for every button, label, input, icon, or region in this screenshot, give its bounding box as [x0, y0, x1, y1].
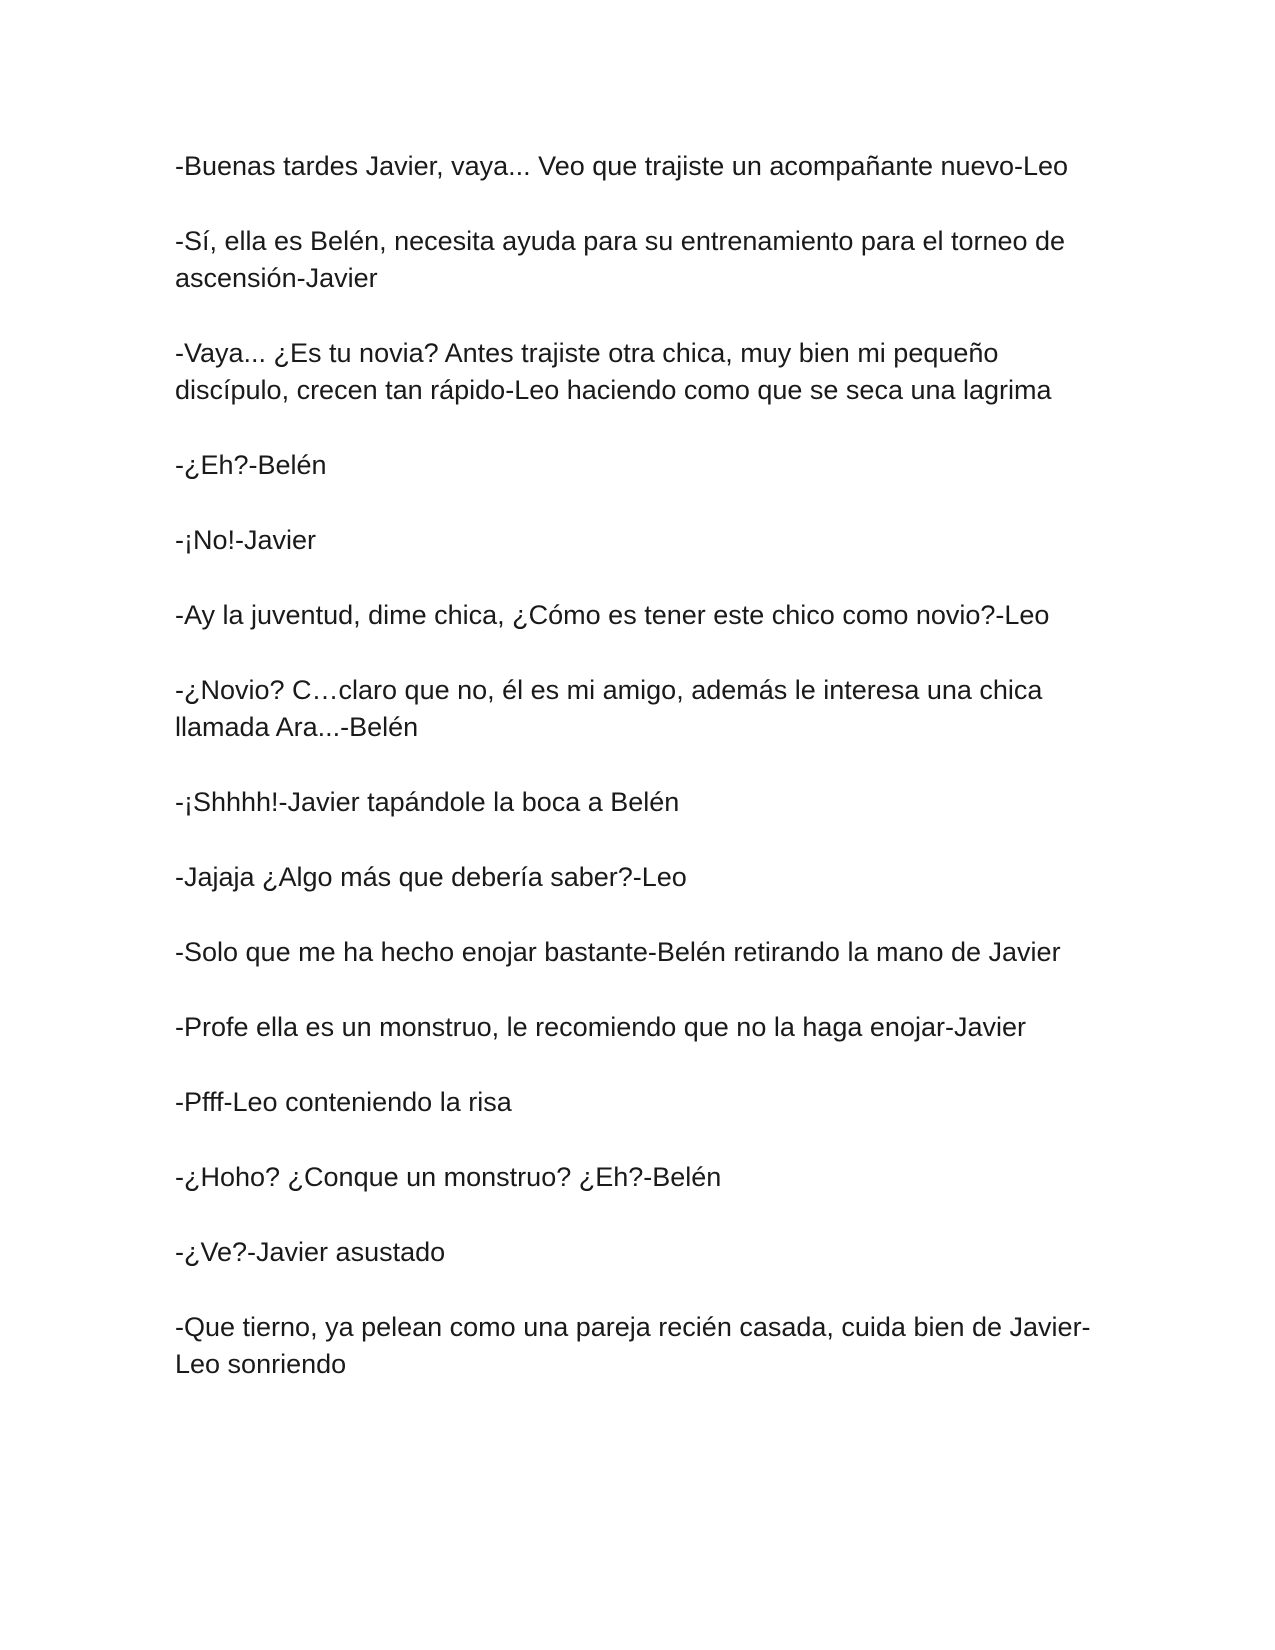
dialogue-paragraph: -Buenas tardes Javier, vaya... Veo que trajiste un acompañante nuevo-Leo	[175, 151, 1069, 181]
dialogue-paragraph: -¿Hoho? ¿Conque un monstruo? ¿Eh?-Belén	[175, 1162, 722, 1192]
dialogue-paragraph: -Ay la juventud, dime chica, ¿Cómo es tener este chico como novio?-Leo	[175, 600, 1050, 630]
dialogue-paragraph: -¡Shhhh!-Javier tapándole la boca a Belén	[175, 787, 680, 817]
dialogue-paragraph: -Jajaja ¿Algo más que debería saber?-Leo	[175, 862, 687, 892]
dialogue-paragraph: -Profe ella es un monstruo, le recomiendo que no la haga enojar-Javier	[175, 1012, 1026, 1042]
dialogue-paragraph: -Que tierno, ya pelean como una pareja recién casada, cuida bien de Javier-Leo sonriendo	[175, 1312, 1091, 1379]
dialogue-paragraph: -¿Novio? C…claro que no, él es mi amigo, además le interesa una chica llamada Ara...-Belén	[175, 675, 1043, 742]
document-body	[175, 148, 1100, 1421]
dialogue-paragraph: -¿Ve?-Javier asustado	[175, 1237, 446, 1267]
dialogue-paragraph: -Solo que me ha hecho enojar bastante-Belén retirando la mano de Javier	[175, 937, 1061, 967]
dialogue-paragraph: -Vaya... ¿Es tu novia? Antes trajiste otra chica, muy bien mi pequeño discípulo, crecen tan rápido-Leo haciendo como que se seca una lagrima	[175, 338, 1052, 405]
dialogue-paragraph: -¡No!-Javier	[175, 525, 317, 555]
dialogue-paragraph: -Pfff-Leo conteniendo la risa	[175, 1087, 512, 1117]
dialogue-paragraph: -¿Eh?-Belén	[175, 450, 327, 480]
dialogue-paragraph: -Sí, ella es Belén, necesita ayuda para su entrenamiento para el torneo de ascensión-Javier	[175, 226, 1066, 293]
